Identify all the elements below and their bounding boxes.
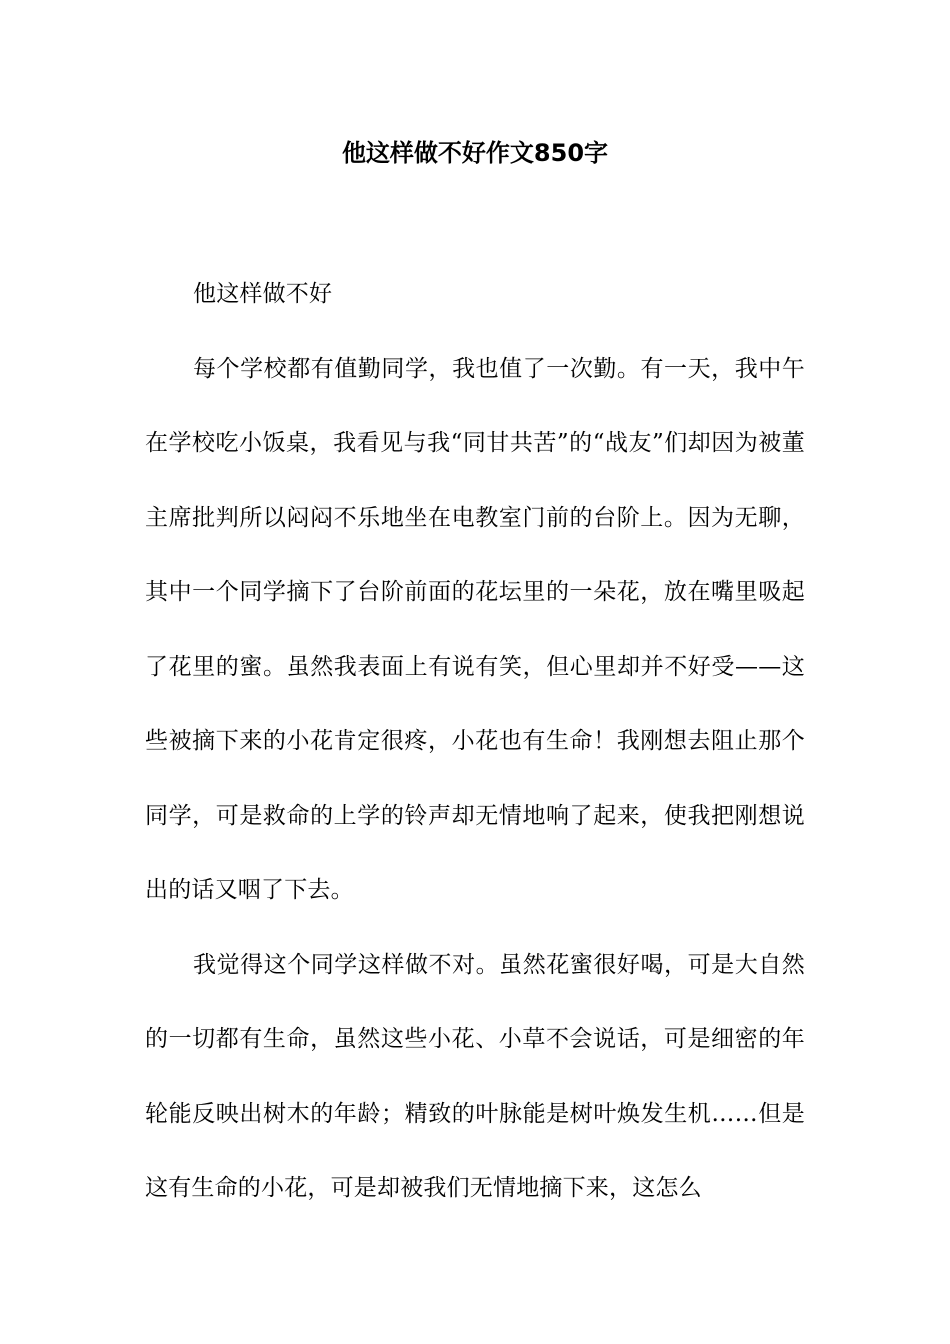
document-body [145, 257, 805, 1226]
document-title: 他这样做不好作文850字 [341, 139, 609, 167]
paragraph-2: 我觉得这个同学这样做不对。虽然花蜜很好喝，可是大自然的一切都有生命，虽然这些小花、小草不会说话，可是细密的年轮能反映出树木的年龄；精致的叶脉能是树叶焕发生机……但是这有生命的小花，可是却被我们无情地摘下来，这怎么 [145, 951, 805, 1201]
paragraph-heading: 他这样做不好 [193, 281, 333, 307]
paragraph-1: 每个学校都有值勤同学，我也值了一次勤。有一天，我中午在学校吃小饭桌，我看见与我“同甘共苦”的“战友”们却因为被董主席批判所以闷闷不乐地坐在电教室门前的台阶上。因为无聊，其中一个同学摘下了台阶前面的花坛里的一朵花，放在嘴里吸起了花里的蜜。虽然我表面上有说有笑，但心里却并不好受——这些被摘下来的小花肯定很疼，小花也有生命！我刚想去阻止那个同学，可是救命的上学的铃声却无情地响了起来，使我把刚想说出的话又咽了下去。 [145, 355, 805, 903]
